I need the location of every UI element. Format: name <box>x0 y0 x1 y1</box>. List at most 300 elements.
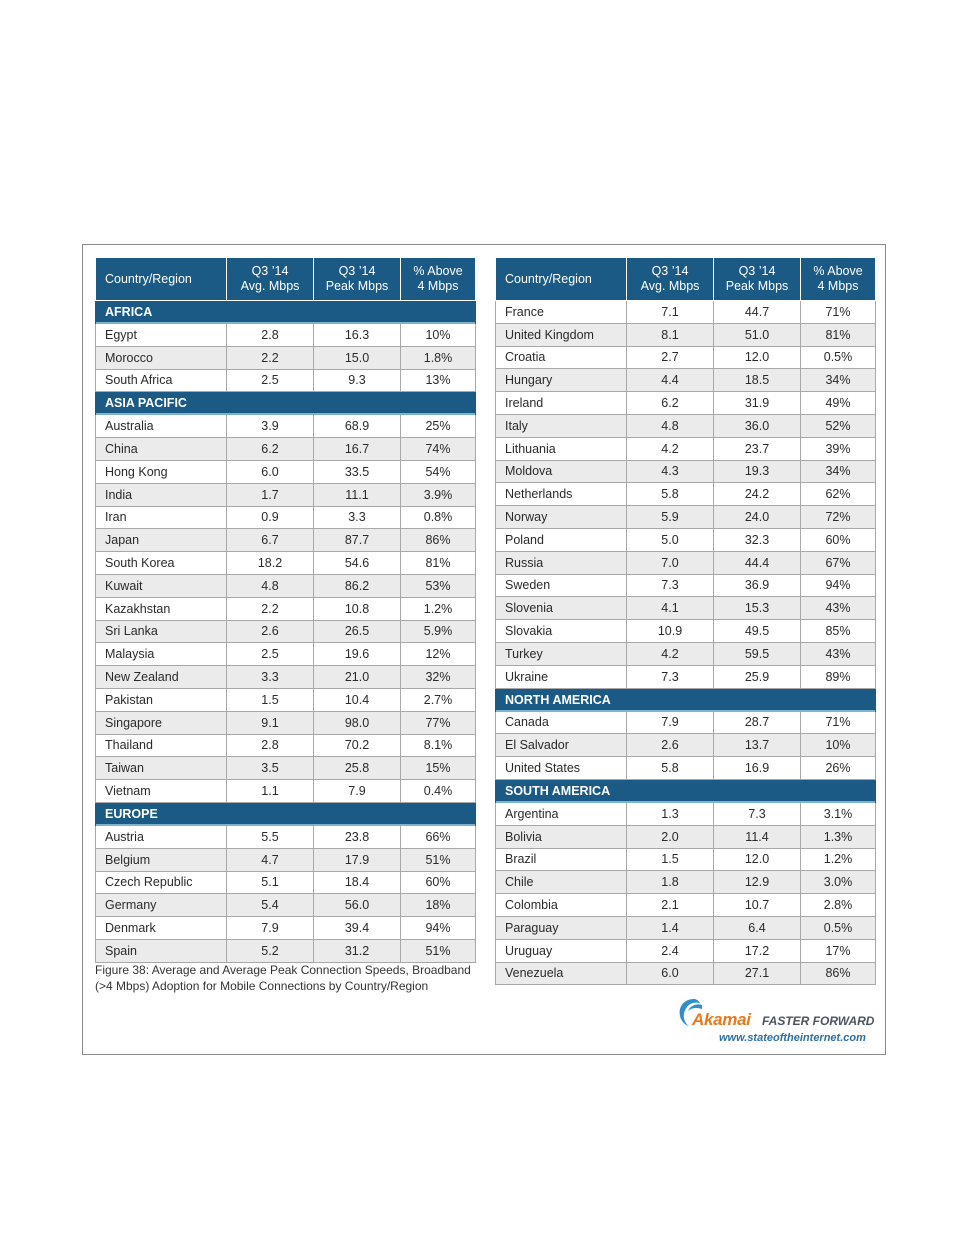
avg-mbps-cell: 3.9 <box>227 415 314 438</box>
region-header <box>496 779 876 802</box>
country-cell: Argentina <box>496 802 627 825</box>
akamai-logo <box>676 997 881 1047</box>
table-row <box>96 711 476 734</box>
country-cell: South Africa <box>96 369 227 392</box>
table-row <box>96 369 476 392</box>
table-row <box>96 894 476 917</box>
country-cell: Spain <box>96 939 227 962</box>
table-row <box>496 665 876 688</box>
avg-mbps-cell: 1.3 <box>627 802 714 825</box>
header-pct <box>801 258 876 301</box>
country-cell: Singapore <box>96 711 227 734</box>
country-cell: South Korea <box>96 552 227 575</box>
table-row <box>96 939 476 962</box>
pct-above-cell: 10% <box>401 324 476 347</box>
table-row <box>496 711 876 734</box>
pct-above-cell: 25% <box>401 415 476 438</box>
avg-mbps-cell: 2.5 <box>227 369 314 392</box>
country-cell: Bolivia <box>496 825 627 848</box>
avg-mbps-cell: 7.3 <box>627 665 714 688</box>
pct-above-cell: 94% <box>401 917 476 940</box>
table-row <box>96 574 476 597</box>
peak-mbps-cell: 7.9 <box>314 780 401 803</box>
country-cell: Sweden <box>496 574 627 597</box>
header-avg-line2: Avg. Mbps <box>640 279 700 293</box>
pct-above-cell: 72% <box>801 506 876 529</box>
pct-above-cell: 51% <box>401 848 476 871</box>
pct-above-cell: 15% <box>401 757 476 780</box>
country-cell: Venezuela <box>496 962 627 985</box>
peak-mbps-cell: 16.9 <box>714 757 801 780</box>
table-row <box>496 392 876 415</box>
avg-mbps-cell: 7.0 <box>627 551 714 574</box>
avg-mbps-cell: 5.1 <box>227 871 314 894</box>
table-row <box>96 825 476 848</box>
pct-above-cell: 1.2% <box>401 597 476 620</box>
avg-mbps-cell: 2.7 <box>627 346 714 369</box>
country-cell: Chile <box>496 871 627 894</box>
pct-above-cell: 54% <box>401 460 476 483</box>
pct-above-cell: 94% <box>801 574 876 597</box>
avg-mbps-cell: 7.9 <box>227 917 314 940</box>
avg-mbps-cell: 9.1 <box>227 711 314 734</box>
peak-mbps-cell: 39.4 <box>314 917 401 940</box>
avg-mbps-cell: 1.7 <box>227 483 314 506</box>
avg-mbps-cell: 5.9 <box>627 506 714 529</box>
country-cell: Russia <box>496 551 627 574</box>
header-peak-line2: Peak Mbps <box>325 279 389 293</box>
peak-mbps-cell: 59.5 <box>714 642 801 665</box>
header-avg-line2: Avg. Mbps <box>240 279 300 293</box>
pct-above-cell: 74% <box>401 438 476 461</box>
avg-mbps-cell: 3.5 <box>227 757 314 780</box>
country-cell: Poland <box>496 528 627 551</box>
region-label: ASIA PACIFIC <box>96 392 476 415</box>
country-cell: Colombia <box>496 894 627 917</box>
header-country: Country/Region <box>96 258 227 301</box>
left-speed-table <box>95 258 476 963</box>
peak-mbps-cell: 12.0 <box>714 848 801 871</box>
header-pct-line1: % Above <box>813 264 863 278</box>
header-avg-line1: Q3 ’14 <box>251 264 289 278</box>
country-cell: Ukraine <box>496 665 627 688</box>
peak-mbps-cell: 12.0 <box>714 346 801 369</box>
table-row <box>96 780 476 803</box>
peak-mbps-cell: 16.7 <box>314 438 401 461</box>
brand-name: Akamai <box>692 1010 751 1029</box>
avg-mbps-cell: 1.1 <box>227 780 314 803</box>
table-row <box>496 734 876 757</box>
table-row <box>496 757 876 780</box>
pct-above-cell: 0.5% <box>801 916 876 939</box>
peak-mbps-cell: 32.3 <box>714 528 801 551</box>
table-row <box>496 414 876 437</box>
pct-above-cell: 18% <box>401 894 476 917</box>
table-row <box>496 802 876 825</box>
left-table-body <box>96 301 476 963</box>
pct-above-cell: 0.4% <box>401 780 476 803</box>
peak-mbps-cell: 19.3 <box>714 460 801 483</box>
table-row <box>96 643 476 666</box>
header-pct-line1: % Above <box>413 264 463 278</box>
peak-mbps-cell: 68.9 <box>314 415 401 438</box>
country-cell: Turkey <box>496 642 627 665</box>
table-row <box>496 825 876 848</box>
region-header <box>96 392 476 415</box>
pct-above-cell: 39% <box>801 437 876 460</box>
avg-mbps-cell: 2.6 <box>227 620 314 643</box>
avg-mbps-cell: 7.3 <box>627 574 714 597</box>
country-cell: Moldova <box>496 460 627 483</box>
table-row <box>96 552 476 575</box>
pct-above-cell: 66% <box>401 825 476 848</box>
region-header <box>96 301 476 324</box>
country-cell: Thailand <box>96 734 227 757</box>
country-cell: Austria <box>96 825 227 848</box>
table-row <box>496 323 876 346</box>
peak-mbps-cell: 23.8 <box>314 825 401 848</box>
table-row <box>496 574 876 597</box>
pct-above-cell: 8.1% <box>401 734 476 757</box>
peak-mbps-cell: 7.3 <box>714 802 801 825</box>
brand-url[interactable]: www.stateoftheinternet.com <box>719 1032 866 1044</box>
peak-mbps-cell: 27.1 <box>714 962 801 985</box>
header-peak-line1: Q3 ’14 <box>738 264 776 278</box>
avg-mbps-cell: 2.1 <box>627 894 714 917</box>
pct-above-cell: 52% <box>801 414 876 437</box>
avg-mbps-cell: 1.4 <box>627 916 714 939</box>
pct-above-cell: 86% <box>401 529 476 552</box>
pct-above-cell: 17% <box>801 939 876 962</box>
peak-mbps-cell: 11.4 <box>714 825 801 848</box>
header-avg-line1: Q3 ’14 <box>651 264 689 278</box>
pct-above-cell: 1.3% <box>801 825 876 848</box>
country-cell: El Salvador <box>496 734 627 757</box>
region-label: SOUTH AMERICA <box>496 779 876 802</box>
peak-mbps-cell: 24.2 <box>714 483 801 506</box>
avg-mbps-cell: 2.2 <box>227 346 314 369</box>
avg-mbps-cell: 6.0 <box>627 962 714 985</box>
avg-mbps-cell: 6.0 <box>227 460 314 483</box>
table-row <box>96 415 476 438</box>
peak-mbps-cell: 33.5 <box>314 460 401 483</box>
country-cell: India <box>96 483 227 506</box>
peak-mbps-cell: 31.9 <box>714 392 801 415</box>
country-cell: Hungary <box>496 369 627 392</box>
table-row <box>496 528 876 551</box>
avg-mbps-cell: 2.8 <box>227 324 314 347</box>
pct-above-cell: 43% <box>801 597 876 620</box>
avg-mbps-cell: 4.7 <box>227 848 314 871</box>
country-cell: Hong Kong <box>96 460 227 483</box>
pct-above-cell: 3.1% <box>801 802 876 825</box>
peak-mbps-cell: 87.7 <box>314 529 401 552</box>
peak-mbps-cell: 18.4 <box>314 871 401 894</box>
avg-mbps-cell: 4.4 <box>627 369 714 392</box>
peak-mbps-cell: 49.5 <box>714 620 801 643</box>
pct-above-cell: 89% <box>801 665 876 688</box>
table-row <box>96 734 476 757</box>
pct-above-cell: 62% <box>801 483 876 506</box>
avg-mbps-cell: 2.6 <box>627 734 714 757</box>
avg-mbps-cell: 18.2 <box>227 552 314 575</box>
table-row <box>496 916 876 939</box>
peak-mbps-cell: 12.9 <box>714 871 801 894</box>
country-cell: France <box>496 301 627 324</box>
country-cell: United States <box>496 757 627 780</box>
brand-tagline: FASTER FORWARD <box>762 1014 875 1028</box>
country-cell: Netherlands <box>496 483 627 506</box>
country-cell: Slovenia <box>496 597 627 620</box>
peak-mbps-cell: 17.2 <box>714 939 801 962</box>
table-row <box>496 620 876 643</box>
avg-mbps-cell: 6.7 <box>227 529 314 552</box>
pct-above-cell: 49% <box>801 392 876 415</box>
pct-above-cell: 81% <box>401 552 476 575</box>
avg-mbps-cell: 2.2 <box>227 597 314 620</box>
avg-mbps-cell: 5.5 <box>227 825 314 848</box>
table-row <box>96 848 476 871</box>
peak-mbps-cell: 13.7 <box>714 734 801 757</box>
avg-mbps-cell: 2.8 <box>227 734 314 757</box>
pct-above-cell: 32% <box>401 666 476 689</box>
country-cell: Belgium <box>96 848 227 871</box>
peak-mbps-cell: 9.3 <box>314 369 401 392</box>
avg-mbps-cell: 4.2 <box>627 642 714 665</box>
table-row <box>496 551 876 574</box>
peak-mbps-cell: 98.0 <box>314 711 401 734</box>
peak-mbps-cell: 15.3 <box>714 597 801 620</box>
right-speed-table <box>495 258 876 985</box>
header-pct-line2: 4 Mbps <box>417 279 459 293</box>
table-row <box>496 437 876 460</box>
pct-above-cell: 85% <box>801 620 876 643</box>
table-row <box>496 460 876 483</box>
peak-mbps-cell: 44.4 <box>714 551 801 574</box>
pct-above-cell: 10% <box>801 734 876 757</box>
peak-mbps-cell: 15.0 <box>314 346 401 369</box>
peak-mbps-cell: 31.2 <box>314 939 401 962</box>
pct-above-cell: 26% <box>801 757 876 780</box>
table-row <box>96 688 476 711</box>
country-cell: United Kingdom <box>496 323 627 346</box>
peak-mbps-cell: 70.2 <box>314 734 401 757</box>
table-row <box>96 460 476 483</box>
country-cell: Australia <box>96 415 227 438</box>
avg-mbps-cell: 4.1 <box>627 597 714 620</box>
table-row <box>96 324 476 347</box>
table-row <box>496 369 876 392</box>
avg-mbps-cell: 2.0 <box>627 825 714 848</box>
pct-above-cell: 60% <box>801 528 876 551</box>
country-cell: Italy <box>496 414 627 437</box>
table-row <box>496 301 876 324</box>
header-peak-line1: Q3 ’14 <box>338 264 376 278</box>
table-row <box>496 346 876 369</box>
pct-above-cell: 34% <box>801 460 876 483</box>
header-pct <box>401 258 476 301</box>
country-cell: Lithuania <box>496 437 627 460</box>
pct-above-cell: 71% <box>801 711 876 734</box>
peak-mbps-cell: 10.8 <box>314 597 401 620</box>
table-row <box>496 848 876 871</box>
header-country: Country/Region <box>496 258 627 301</box>
right-table-body <box>496 301 876 985</box>
peak-mbps-cell: 11.1 <box>314 483 401 506</box>
country-cell: China <box>96 438 227 461</box>
peak-mbps-cell: 16.3 <box>314 324 401 347</box>
peak-mbps-cell: 86.2 <box>314 574 401 597</box>
avg-mbps-cell: 2.4 <box>627 939 714 962</box>
pct-above-cell: 1.2% <box>801 848 876 871</box>
avg-mbps-cell: 2.5 <box>227 643 314 666</box>
peak-mbps-cell: 17.9 <box>314 848 401 871</box>
table-row <box>496 597 876 620</box>
pct-above-cell: 67% <box>801 551 876 574</box>
peak-mbps-cell: 23.7 <box>714 437 801 460</box>
table-row <box>496 483 876 506</box>
peak-mbps-cell: 19.6 <box>314 643 401 666</box>
peak-mbps-cell: 3.3 <box>314 506 401 529</box>
avg-mbps-cell: 5.2 <box>227 939 314 962</box>
peak-mbps-cell: 21.0 <box>314 666 401 689</box>
country-cell: Ireland <box>496 392 627 415</box>
pct-above-cell: 77% <box>401 711 476 734</box>
pct-above-cell: 3.9% <box>401 483 476 506</box>
country-cell: Taiwan <box>96 757 227 780</box>
peak-mbps-cell: 56.0 <box>314 894 401 917</box>
pct-above-cell: 13% <box>401 369 476 392</box>
country-cell: Iran <box>96 506 227 529</box>
pct-above-cell: 3.0% <box>801 871 876 894</box>
avg-mbps-cell: 5.8 <box>627 483 714 506</box>
country-cell: Uruguay <box>496 939 627 962</box>
pct-above-cell: 60% <box>401 871 476 894</box>
avg-mbps-cell: 10.9 <box>627 620 714 643</box>
peak-mbps-cell: 25.9 <box>714 665 801 688</box>
table-row <box>496 894 876 917</box>
table-row <box>96 620 476 643</box>
peak-mbps-cell: 24.0 <box>714 506 801 529</box>
header-peak <box>314 258 401 301</box>
header-pct-line2: 4 Mbps <box>817 279 859 293</box>
avg-mbps-cell: 7.1 <box>627 301 714 324</box>
header-avg <box>227 258 314 301</box>
table-row <box>496 642 876 665</box>
avg-mbps-cell: 8.1 <box>627 323 714 346</box>
avg-mbps-cell: 4.8 <box>627 414 714 437</box>
avg-mbps-cell: 5.4 <box>227 894 314 917</box>
header-peak-line2: Peak Mbps <box>725 279 789 293</box>
avg-mbps-cell: 1.5 <box>227 688 314 711</box>
region-label: AFRICA <box>96 301 476 324</box>
table-row <box>496 939 876 962</box>
peak-mbps-cell: 25.8 <box>314 757 401 780</box>
table-row <box>496 871 876 894</box>
region-header <box>496 688 876 711</box>
table-row <box>96 438 476 461</box>
table-row <box>496 506 876 529</box>
table-row <box>96 917 476 940</box>
peak-mbps-cell: 51.0 <box>714 323 801 346</box>
peak-mbps-cell: 44.7 <box>714 301 801 324</box>
country-cell: Norway <box>496 506 627 529</box>
country-cell: Japan <box>96 529 227 552</box>
table-header <box>496 258 876 301</box>
region-label: NORTH AMERICA <box>496 688 876 711</box>
table-row <box>496 962 876 985</box>
region-header <box>96 802 476 825</box>
country-cell: Egypt <box>96 324 227 347</box>
avg-mbps-cell: 6.2 <box>227 438 314 461</box>
pct-above-cell: 2.7% <box>401 688 476 711</box>
header-avg <box>627 258 714 301</box>
peak-mbps-cell: 18.5 <box>714 369 801 392</box>
avg-mbps-cell: 5.0 <box>627 528 714 551</box>
peak-mbps-cell: 10.7 <box>714 894 801 917</box>
country-cell: Denmark <box>96 917 227 940</box>
country-cell: Morocco <box>96 346 227 369</box>
country-cell: Brazil <box>496 848 627 871</box>
table-row <box>96 506 476 529</box>
avg-mbps-cell: 7.9 <box>627 711 714 734</box>
peak-mbps-cell: 26.5 <box>314 620 401 643</box>
table-row <box>96 597 476 620</box>
pct-above-cell: 1.8% <box>401 346 476 369</box>
peak-mbps-cell: 36.0 <box>714 414 801 437</box>
pct-above-cell: 5.9% <box>401 620 476 643</box>
avg-mbps-cell: 4.2 <box>627 437 714 460</box>
country-cell: Sri Lanka <box>96 620 227 643</box>
pct-above-cell: 43% <box>801 642 876 665</box>
peak-mbps-cell: 6.4 <box>714 916 801 939</box>
country-cell: Vietnam <box>96 780 227 803</box>
header-peak <box>714 258 801 301</box>
table-row <box>96 483 476 506</box>
avg-mbps-cell: 5.8 <box>627 757 714 780</box>
country-cell: Canada <box>496 711 627 734</box>
country-cell: Croatia <box>496 346 627 369</box>
pct-above-cell: 53% <box>401 574 476 597</box>
table-row <box>96 757 476 780</box>
table-row <box>96 666 476 689</box>
avg-mbps-cell: 1.8 <box>627 871 714 894</box>
country-cell: Pakistan <box>96 688 227 711</box>
table-header <box>96 258 476 301</box>
pct-above-cell: 0.5% <box>801 346 876 369</box>
country-cell: Kuwait <box>96 574 227 597</box>
peak-mbps-cell: 54.6 <box>314 552 401 575</box>
pct-above-cell: 2.8% <box>801 894 876 917</box>
pct-above-cell: 51% <box>401 939 476 962</box>
avg-mbps-cell: 3.3 <box>227 666 314 689</box>
country-cell: Germany <box>96 894 227 917</box>
figure-caption: Figure 38: Average and Average Peak Connection Speeds, Broadband (>4 Mbps) Adoption for Mobile Connections by Country/Region <box>95 963 471 993</box>
country-cell: New Zealand <box>96 666 227 689</box>
country-cell: Paraguay <box>496 916 627 939</box>
pct-above-cell: 71% <box>801 301 876 324</box>
pct-above-cell: 12% <box>401 643 476 666</box>
region-label: EUROPE <box>96 802 476 825</box>
peak-mbps-cell: 28.7 <box>714 711 801 734</box>
avg-mbps-cell: 4.8 <box>227 574 314 597</box>
peak-mbps-cell: 36.9 <box>714 574 801 597</box>
country-cell: Malaysia <box>96 643 227 666</box>
avg-mbps-cell: 1.5 <box>627 848 714 871</box>
table-row <box>96 871 476 894</box>
avg-mbps-cell: 0.9 <box>227 506 314 529</box>
country-cell: Kazakhstan <box>96 597 227 620</box>
